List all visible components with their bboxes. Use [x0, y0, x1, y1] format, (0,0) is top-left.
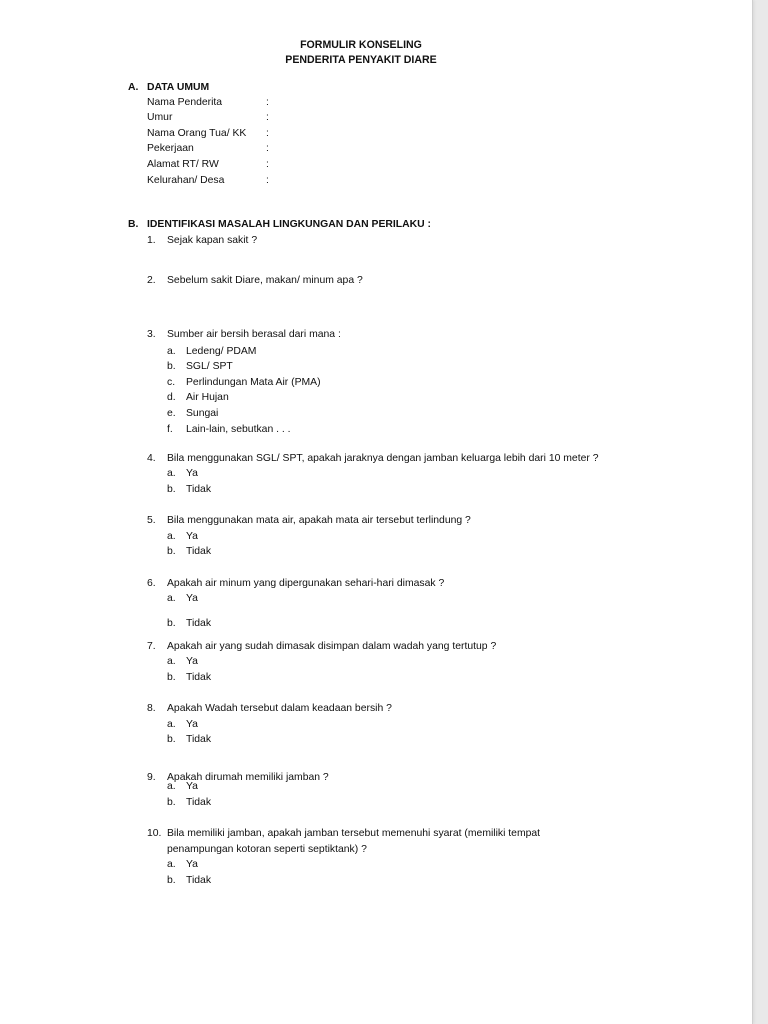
- option-letter: c.: [167, 377, 176, 388]
- question-text: Apakah air minum yang dipergunakan sehari-hari dimasak ?: [167, 578, 445, 589]
- option-letter: b.: [167, 618, 176, 629]
- field-label-alamat: Alamat RT/ RW: [147, 159, 219, 170]
- section-a-marker: A.: [128, 82, 139, 93]
- option-text: Air Hujan: [186, 392, 229, 403]
- option-text: Lain-lain, sebutkan . . .: [186, 424, 291, 435]
- option-letter: b.: [167, 734, 176, 745]
- option-text: Sungai: [186, 408, 219, 419]
- option-letter: b.: [167, 672, 176, 683]
- question-number: 8.: [147, 703, 156, 714]
- option-text: Ya: [186, 859, 198, 870]
- question-number: 7.: [147, 641, 156, 652]
- option-text: Tidak: [186, 875, 212, 886]
- question-text: Apakah Wadah tersebut dalam keadaan bersih ?: [167, 703, 392, 714]
- option-letter: b.: [167, 484, 176, 495]
- question-number: 9.: [147, 772, 156, 783]
- section-a-heading: DATA UMUM: [147, 82, 210, 93]
- option-text: Tidak: [186, 546, 212, 557]
- field-colon: :: [266, 112, 269, 123]
- document-subtitle: PENDERITA PENYAKIT DIARE: [285, 54, 437, 66]
- option-text: Ledeng/ PDAM: [186, 346, 257, 357]
- option-text: Tidak: [186, 797, 212, 808]
- section-b-heading: IDENTIFIKASI MASALAH LINGKUNGAN DAN PERILAKU :: [147, 219, 432, 230]
- question-number: 3.: [147, 329, 156, 340]
- option-text: Tidak: [186, 672, 212, 683]
- question-number: 10.: [147, 828, 162, 839]
- option-text: Ya: [186, 468, 198, 479]
- question-text: Sumber air bersih berasal dari mana :: [167, 329, 341, 340]
- question-text-continued: penampungan kotoran seperti septiktank) ?: [167, 844, 367, 855]
- question-text: Sebelum sakit Diare, makan/ minum apa ?: [167, 275, 363, 286]
- option-letter: d.: [167, 392, 176, 403]
- option-letter: b.: [167, 546, 176, 557]
- question-text: Bila menggunakan SGL/ SPT, apakah jaraknya dengan jamban keluarga lebih dari 10 meter ?: [167, 453, 599, 464]
- question-number: 4.: [147, 453, 156, 464]
- field-label-pekerjaan: Pekerjaan: [147, 143, 194, 154]
- question-number: 2.: [147, 275, 156, 286]
- option-text: Ya: [186, 656, 198, 667]
- field-colon: :: [266, 159, 269, 170]
- question-text: Bila memiliki jamban, apakah jamban tersebut memenuhi syarat (memiliki tempat: [167, 828, 541, 839]
- option-letter: e.: [167, 408, 176, 419]
- option-letter: a.: [167, 346, 176, 357]
- option-letter: a.: [167, 859, 176, 870]
- option-letter: a.: [167, 719, 176, 730]
- question-number: 1.: [147, 235, 156, 246]
- option-text: Tidak: [186, 734, 212, 745]
- option-text: SGL/ SPT: [186, 361, 233, 372]
- option-letter: b.: [167, 797, 176, 808]
- field-label-nama-orang-tua: Nama Orang Tua/ KK: [147, 128, 247, 139]
- field-label-umur: Umur: [147, 112, 173, 123]
- question-text: Apakah air yang sudah dimasak disimpan dalam wadah yang tertutup ?: [167, 641, 497, 652]
- section-b-marker: B.: [128, 219, 139, 230]
- option-letter: a.: [167, 531, 176, 542]
- question-text: Sejak kapan sakit ?: [167, 235, 258, 246]
- option-text: Ya: [186, 781, 198, 792]
- question-number: 6.: [147, 578, 156, 589]
- field-colon: :: [266, 175, 269, 186]
- document-title: FORMULIR KONSELING: [300, 39, 422, 51]
- field-label-kelurahan: Kelurahan/ Desa: [147, 175, 225, 186]
- option-letter: a.: [167, 656, 176, 667]
- field-label-nama-penderita: Nama Penderita: [147, 97, 223, 108]
- option-letter: b.: [167, 361, 176, 372]
- option-letter: a.: [167, 781, 176, 792]
- option-letter: b.: [167, 875, 176, 886]
- question-number: 5.: [147, 515, 156, 526]
- option-text: Perlindungan Mata Air (PMA): [186, 377, 321, 388]
- option-letter: a.: [167, 468, 176, 479]
- field-colon: :: [266, 128, 269, 139]
- option-text: Ya: [186, 531, 198, 542]
- option-text: Tidak: [186, 618, 212, 629]
- question-text: Bila menggunakan mata air, apakah mata air tersebut terlindung ?: [167, 515, 471, 526]
- field-colon: :: [266, 97, 269, 108]
- field-colon: :: [266, 143, 269, 154]
- option-letter: a.: [167, 593, 176, 604]
- option-text: Tidak: [186, 484, 212, 495]
- option-text: Ya: [186, 719, 198, 730]
- option-letter: f.: [167, 424, 173, 435]
- question-text: Apakah dirumah memiliki jamban ?: [167, 772, 329, 783]
- option-text: Ya: [186, 593, 198, 604]
